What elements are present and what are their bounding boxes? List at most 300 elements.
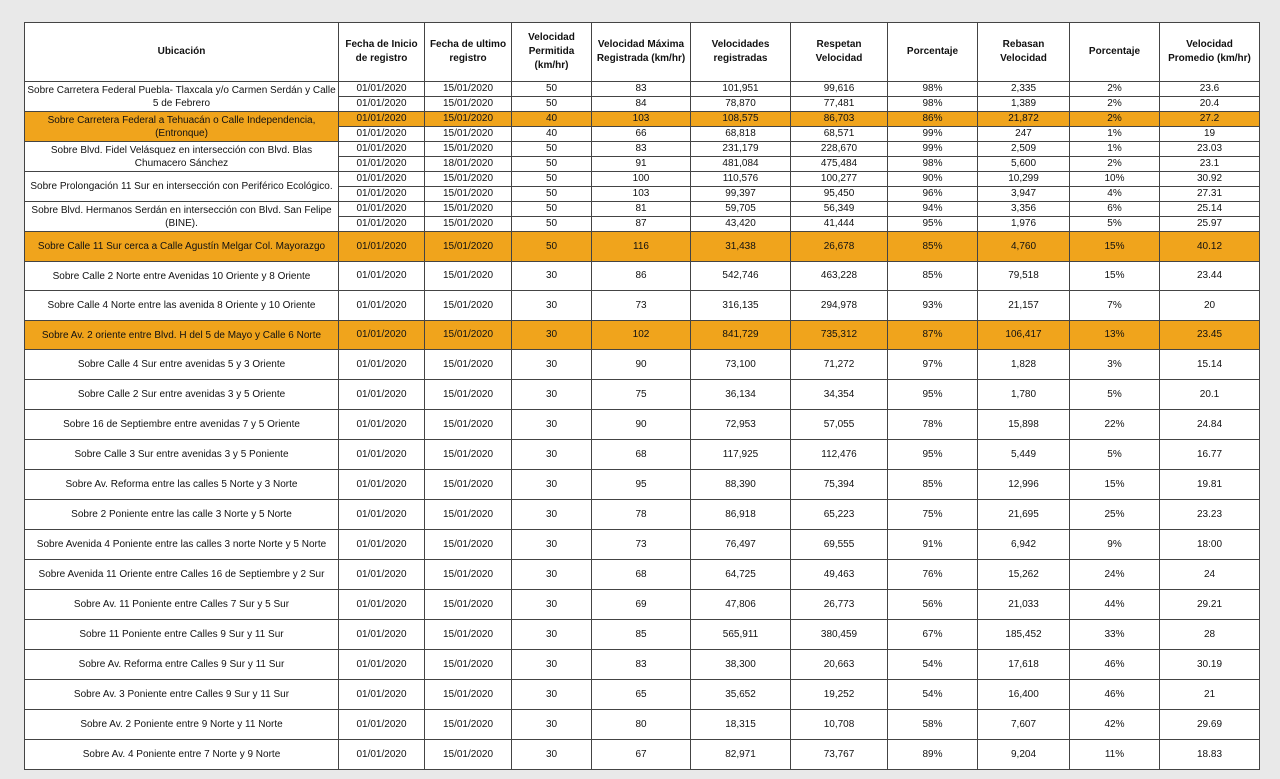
porcentaje-rebasan-cell: 2% [1070,82,1160,97]
fecha-ultimo-cell: 15/01/2020 [425,650,512,680]
porcentaje-respetan-cell: 89% [888,740,978,770]
fecha-ultimo-cell: 15/01/2020 [425,172,512,187]
velocidades-registradas-cell: 231,179 [691,142,791,157]
header-rebasan-velocidad: Rebasan Velocidad [978,23,1070,82]
fecha-ultimo-cell: 15/01/2020 [425,321,512,350]
velocidad-maxima-cell: 102 [592,321,691,350]
velocidad-promedio-cell: 20.4 [1160,97,1260,112]
header-velocidad-promedio: Velocidad Promedio (km/hr) [1160,23,1260,82]
fecha-ultimo-cell: 15/01/2020 [425,530,512,560]
porcentaje-rebasan-cell: 2% [1070,97,1160,112]
rebasan-velocidad-cell: 2,335 [978,82,1070,97]
velocidades-registradas-cell: 47,806 [691,590,791,620]
velocidad-permitida-cell: 30 [512,410,592,440]
porcentaje-rebasan-cell: 15% [1070,470,1160,500]
velocidades-registradas-cell: 43,420 [691,217,791,232]
porcentaje-respetan-cell: 58% [888,710,978,740]
speed-report-sheet [24,22,1259,763]
porcentaje-rebasan-cell: 15% [1070,232,1160,262]
fecha-ultimo-cell: 15/01/2020 [425,470,512,500]
porcentaje-respetan-cell: 85% [888,262,978,291]
rebasan-velocidad-cell: 5,600 [978,157,1070,172]
velocidades-registradas-cell: 101,951 [691,82,791,97]
velocidad-maxima-cell: 81 [592,202,691,217]
velocidad-permitida-cell: 30 [512,380,592,410]
table-row [25,740,1260,770]
velocidad-permitida-cell: 30 [512,650,592,680]
velocidad-maxima-cell: 68 [592,560,691,590]
location-cell: Sobre Av. 2 Poniente entre 9 Norte y 11 Norte [25,710,339,740]
velocidades-registradas-cell: 481,084 [691,157,791,172]
respetan-velocidad-cell: 735,312 [791,321,888,350]
fecha-inicio-cell: 01/01/2020 [339,740,425,770]
fecha-inicio-cell: 01/01/2020 [339,380,425,410]
porcentaje-respetan-cell: 93% [888,291,978,321]
velocidades-registradas-cell: 108,575 [691,112,791,127]
respetan-velocidad-cell: 26,773 [791,590,888,620]
rebasan-velocidad-cell: 106,417 [978,321,1070,350]
header-fecha-inicio: Fecha de Inicio de registro [339,23,425,82]
velocidad-maxima-cell: 73 [592,291,691,321]
header-velocidades-registradas: Velocidades registradas [691,23,791,82]
velocidad-promedio-cell: 20.1 [1160,380,1260,410]
velocidad-promedio-cell: 23.6 [1160,82,1260,97]
respetan-velocidad-cell: 99,616 [791,82,888,97]
table-row [25,82,1260,97]
porcentaje-respetan-cell: 98% [888,82,978,97]
location-cell: Sobre Blvd. Hermanos Serdán en intersección con Blvd. San Felipe (BINE). [25,202,339,232]
fecha-inicio-cell: 01/01/2020 [339,202,425,217]
fecha-ultimo-cell: 15/01/2020 [425,232,512,262]
velocidad-maxima-cell: 103 [592,187,691,202]
porcentaje-respetan-cell: 97% [888,350,978,380]
rebasan-velocidad-cell: 16,400 [978,680,1070,710]
fecha-inicio-cell: 01/01/2020 [339,97,425,112]
respetan-velocidad-cell: 75,394 [791,470,888,500]
header-fecha-ultimo: Fecha de ultimo registro [425,23,512,82]
porcentaje-respetan-cell: 85% [888,470,978,500]
porcentaje-rebasan-cell: 24% [1070,560,1160,590]
porcentaje-rebasan-cell: 11% [1070,740,1160,770]
table-row [25,321,1260,350]
fecha-inicio-cell: 01/01/2020 [339,232,425,262]
location-cell: Sobre Calle 2 Norte entre Avenidas 10 Oriente y 8 Oriente [25,262,339,291]
velocidad-promedio-cell: 30.19 [1160,650,1260,680]
respetan-velocidad-cell: 57,055 [791,410,888,440]
velocidad-maxima-cell: 83 [592,142,691,157]
velocidad-maxima-cell: 67 [592,740,691,770]
velocidad-permitida-cell: 50 [512,157,592,172]
fecha-inicio-cell: 01/01/2020 [339,410,425,440]
respetan-velocidad-cell: 73,767 [791,740,888,770]
porcentaje-rebasan-cell: 10% [1070,172,1160,187]
velocidad-promedio-cell: 18:00 [1160,530,1260,560]
location-cell: Sobre Prolongación 11 Sur en intersección con Periférico Ecológico. [25,172,339,202]
velocidad-permitida-cell: 30 [512,710,592,740]
velocidad-promedio-cell: 21 [1160,680,1260,710]
respetan-velocidad-cell: 41,444 [791,217,888,232]
header-ubicacion: Ubicación [25,23,339,82]
rebasan-velocidad-cell: 1,976 [978,217,1070,232]
respetan-velocidad-cell: 69,555 [791,530,888,560]
porcentaje-rebasan-cell: 13% [1070,321,1160,350]
fecha-inicio-cell: 01/01/2020 [339,187,425,202]
table-row [25,710,1260,740]
rebasan-velocidad-cell: 185,452 [978,620,1070,650]
porcentaje-rebasan-cell: 5% [1070,380,1160,410]
location-cell: Sobre Av. Reforma entre las calles 5 Norte y 3 Norte [25,470,339,500]
velocidad-permitida-cell: 30 [512,350,592,380]
location-cell: Sobre 2 Poniente entre las calle 3 Norte y 5 Norte [25,500,339,530]
velocidad-maxima-cell: 91 [592,157,691,172]
fecha-ultimo-cell: 15/01/2020 [425,350,512,380]
table-row [25,530,1260,560]
velocidades-registradas-cell: 99,397 [691,187,791,202]
velocidad-maxima-cell: 116 [592,232,691,262]
velocidades-registradas-cell: 110,576 [691,172,791,187]
location-cell: Sobre Calle 4 Sur entre avenidas 5 y 3 Oriente [25,350,339,380]
velocidades-registradas-cell: 76,497 [691,530,791,560]
velocidad-permitida-cell: 50 [512,97,592,112]
rebasan-velocidad-cell: 4,760 [978,232,1070,262]
velocidad-maxima-cell: 83 [592,82,691,97]
velocidad-maxima-cell: 90 [592,350,691,380]
fecha-inicio-cell: 01/01/2020 [339,142,425,157]
fecha-ultimo-cell: 15/01/2020 [425,500,512,530]
velocidad-promedio-cell: 25.14 [1160,202,1260,217]
velocidad-maxima-cell: 80 [592,710,691,740]
fecha-ultimo-cell: 15/01/2020 [425,262,512,291]
velocidad-permitida-cell: 30 [512,530,592,560]
location-cell: Sobre Av. 4 Poniente entre 7 Norte y 9 Norte [25,740,339,770]
velocidad-permitida-cell: 50 [512,142,592,157]
rebasan-velocidad-cell: 3,947 [978,187,1070,202]
porcentaje-respetan-cell: 86% [888,112,978,127]
velocidad-promedio-cell: 27.2 [1160,112,1260,127]
location-cell: Sobre 11 Poniente entre Calles 9 Sur y 11 Sur [25,620,339,650]
rebasan-velocidad-cell: 10,299 [978,172,1070,187]
velocidad-promedio-cell: 20 [1160,291,1260,321]
respetan-velocidad-cell: 19,252 [791,680,888,710]
fecha-inicio-cell: 01/01/2020 [339,217,425,232]
respetan-velocidad-cell: 228,670 [791,142,888,157]
header-porcentaje-respetan: Porcentaje [888,23,978,82]
velocidad-promedio-cell: 30.92 [1160,172,1260,187]
fecha-inicio-cell: 01/01/2020 [339,530,425,560]
location-cell: Sobre Av. 2 oriente entre Blvd. H del 5 de Mayo y Calle 6 Norte [25,321,339,350]
location-cell: Sobre Calle 3 Sur entre avenidas 3 y 5 Poniente [25,440,339,470]
location-cell: Sobre Calle 11 Sur cerca a Calle Agustín Melgar Col. Mayorazgo [25,232,339,262]
rebasan-velocidad-cell: 2,509 [978,142,1070,157]
location-cell: Sobre Calle 2 Sur entre avenidas 3 y 5 Oriente [25,380,339,410]
table-row [25,172,1260,187]
velocidad-maxima-cell: 75 [592,380,691,410]
fecha-ultimo-cell: 15/01/2020 [425,187,512,202]
fecha-inicio-cell: 01/01/2020 [339,157,425,172]
fecha-ultimo-cell: 18/01/2020 [425,157,512,172]
velocidad-permitida-cell: 50 [512,172,592,187]
respetan-velocidad-cell: 49,463 [791,560,888,590]
respetan-velocidad-cell: 294,978 [791,291,888,321]
location-cell: Sobre Calle 4 Norte entre las avenida 8 Oriente y 10 Oriente [25,291,339,321]
respetan-velocidad-cell: 380,459 [791,620,888,650]
velocidad-permitida-cell: 40 [512,127,592,142]
fecha-ultimo-cell: 15/01/2020 [425,142,512,157]
respetan-velocidad-cell: 86,703 [791,112,888,127]
table-row [25,470,1260,500]
fecha-ultimo-cell: 15/01/2020 [425,380,512,410]
velocidad-promedio-cell: 28 [1160,620,1260,650]
fecha-inicio-cell: 01/01/2020 [339,470,425,500]
velocidad-promedio-cell: 23.44 [1160,262,1260,291]
rebasan-velocidad-cell: 9,204 [978,740,1070,770]
fecha-inicio-cell: 01/01/2020 [339,321,425,350]
velocidad-permitida-cell: 30 [512,680,592,710]
table-row [25,680,1260,710]
velocidad-permitida-cell: 30 [512,470,592,500]
table-row [25,500,1260,530]
porcentaje-respetan-cell: 54% [888,680,978,710]
location-cell: Sobre Avenida 4 Poniente entre las calles 3 norte Norte y 5 Norte [25,530,339,560]
fecha-ultimo-cell: 15/01/2020 [425,680,512,710]
velocidad-permitida-cell: 30 [512,620,592,650]
rebasan-velocidad-cell: 1,389 [978,97,1070,112]
velocidad-promedio-cell: 29.69 [1160,710,1260,740]
fecha-inicio-cell: 01/01/2020 [339,127,425,142]
velocidad-promedio-cell: 23.03 [1160,142,1260,157]
velocidad-permitida-cell: 30 [512,740,592,770]
porcentaje-respetan-cell: 95% [888,440,978,470]
porcentaje-respetan-cell: 90% [888,172,978,187]
header-row [25,23,1260,82]
table-row [25,620,1260,650]
velocidad-permitida-cell: 30 [512,321,592,350]
velocidad-maxima-cell: 65 [592,680,691,710]
porcentaje-rebasan-cell: 2% [1070,157,1160,172]
header-velocidad-maxima: Velocidad Máxima Registrada (km/hr) [592,23,691,82]
porcentaje-respetan-cell: 54% [888,650,978,680]
velocidades-registradas-cell: 117,925 [691,440,791,470]
velocidad-maxima-cell: 100 [592,172,691,187]
fecha-inicio-cell: 01/01/2020 [339,590,425,620]
rebasan-velocidad-cell: 21,695 [978,500,1070,530]
porcentaje-rebasan-cell: 46% [1070,680,1160,710]
velocidades-registradas-cell: 73,100 [691,350,791,380]
velocidad-maxima-cell: 103 [592,112,691,127]
velocidad-permitida-cell: 30 [512,590,592,620]
porcentaje-respetan-cell: 94% [888,202,978,217]
porcentaje-rebasan-cell: 1% [1070,127,1160,142]
velocidades-registradas-cell: 82,971 [691,740,791,770]
respetan-velocidad-cell: 112,476 [791,440,888,470]
velocidades-registradas-cell: 542,746 [691,262,791,291]
velocidad-maxima-cell: 78 [592,500,691,530]
rebasan-velocidad-cell: 3,356 [978,202,1070,217]
porcentaje-respetan-cell: 98% [888,157,978,172]
location-cell: Sobre Carretera Federal Puebla- Tlaxcala y/o Carmen Serdán y Calle 5 de Febrero [25,82,339,112]
velocidades-registradas-cell: 36,134 [691,380,791,410]
velocidades-registradas-cell: 59,705 [691,202,791,217]
porcentaje-respetan-cell: 76% [888,560,978,590]
velocidades-registradas-cell: 38,300 [691,650,791,680]
fecha-ultimo-cell: 15/01/2020 [425,620,512,650]
velocidad-maxima-cell: 83 [592,650,691,680]
porcentaje-rebasan-cell: 44% [1070,590,1160,620]
respetan-velocidad-cell: 65,223 [791,500,888,530]
velocidad-permitida-cell: 50 [512,82,592,97]
rebasan-velocidad-cell: 21,872 [978,112,1070,127]
table-row [25,590,1260,620]
fecha-inicio-cell: 01/01/2020 [339,112,425,127]
porcentaje-respetan-cell: 87% [888,321,978,350]
fecha-inicio-cell: 01/01/2020 [339,650,425,680]
fecha-inicio-cell: 01/01/2020 [339,710,425,740]
rebasan-velocidad-cell: 1,780 [978,380,1070,410]
velocidad-promedio-cell: 24 [1160,560,1260,590]
fecha-inicio-cell: 01/01/2020 [339,82,425,97]
velocidades-registradas-cell: 565,911 [691,620,791,650]
respetan-velocidad-cell: 77,481 [791,97,888,112]
porcentaje-respetan-cell: 67% [888,620,978,650]
location-cell: Sobre Av. Reforma entre Calles 9 Sur y 11 Sur [25,650,339,680]
velocidad-promedio-cell: 19 [1160,127,1260,142]
fecha-ultimo-cell: 15/01/2020 [425,440,512,470]
table-row [25,291,1260,321]
fecha-inicio-cell: 01/01/2020 [339,440,425,470]
porcentaje-rebasan-cell: 25% [1070,500,1160,530]
respetan-velocidad-cell: 475,484 [791,157,888,172]
location-cell: Sobre 16 de Septiembre entre avenidas 7 y 5 Oriente [25,410,339,440]
velocidades-registradas-cell: 841,729 [691,321,791,350]
table-row [25,410,1260,440]
porcentaje-rebasan-cell: 3% [1070,350,1160,380]
velocidad-maxima-cell: 85 [592,620,691,650]
table-row [25,232,1260,262]
table-row [25,350,1260,380]
velocidades-registradas-cell: 88,390 [691,470,791,500]
porcentaje-respetan-cell: 95% [888,380,978,410]
velocidad-promedio-cell: 24.84 [1160,410,1260,440]
porcentaje-rebasan-cell: 33% [1070,620,1160,650]
location-cell: Sobre Avenida 11 Oriente entre Calles 16 de Septiembre y 2 Sur [25,560,339,590]
speed-table [24,22,1260,770]
velocidad-maxima-cell: 66 [592,127,691,142]
velocidad-permitida-cell: 30 [512,560,592,590]
rebasan-velocidad-cell: 6,942 [978,530,1070,560]
fecha-inicio-cell: 01/01/2020 [339,262,425,291]
velocidad-permitida-cell: 50 [512,187,592,202]
table-row [25,202,1260,217]
velocidad-promedio-cell: 16.77 [1160,440,1260,470]
velocidad-maxima-cell: 86 [592,262,691,291]
fecha-inicio-cell: 01/01/2020 [339,291,425,321]
rebasan-velocidad-cell: 15,262 [978,560,1070,590]
rebasan-velocidad-cell: 12,996 [978,470,1070,500]
velocidad-maxima-cell: 84 [592,97,691,112]
respetan-velocidad-cell: 26,678 [791,232,888,262]
fecha-inicio-cell: 01/01/2020 [339,172,425,187]
fecha-ultimo-cell: 15/01/2020 [425,590,512,620]
fecha-ultimo-cell: 15/01/2020 [425,410,512,440]
velocidad-maxima-cell: 69 [592,590,691,620]
porcentaje-rebasan-cell: 22% [1070,410,1160,440]
rebasan-velocidad-cell: 15,898 [978,410,1070,440]
rebasan-velocidad-cell: 5,449 [978,440,1070,470]
location-cell: Sobre Av. 11 Poniente entre Calles 7 Sur y 5 Sur [25,590,339,620]
table-row [25,440,1260,470]
porcentaje-rebasan-cell: 7% [1070,291,1160,321]
porcentaje-respetan-cell: 75% [888,500,978,530]
velocidad-maxima-cell: 68 [592,440,691,470]
porcentaje-respetan-cell: 96% [888,187,978,202]
header-respetan-velocidad: Respetan Velocidad [791,23,888,82]
velocidad-promedio-cell: 19.81 [1160,470,1260,500]
velocidad-permitida-cell: 30 [512,440,592,470]
respetan-velocidad-cell: 463,228 [791,262,888,291]
porcentaje-rebasan-cell: 4% [1070,187,1160,202]
fecha-ultimo-cell: 15/01/2020 [425,82,512,97]
velocidad-permitida-cell: 50 [512,217,592,232]
velocidad-promedio-cell: 40.12 [1160,232,1260,262]
fecha-inicio-cell: 01/01/2020 [339,560,425,590]
velocidad-promedio-cell: 25.97 [1160,217,1260,232]
velocidades-registradas-cell: 35,652 [691,680,791,710]
rebasan-velocidad-cell: 247 [978,127,1070,142]
velocidades-registradas-cell: 68,818 [691,127,791,142]
fecha-ultimo-cell: 15/01/2020 [425,112,512,127]
velocidades-registradas-cell: 86,918 [691,500,791,530]
velocidad-maxima-cell: 95 [592,470,691,500]
porcentaje-rebasan-cell: 1% [1070,142,1160,157]
porcentaje-rebasan-cell: 46% [1070,650,1160,680]
fecha-inicio-cell: 01/01/2020 [339,350,425,380]
porcentaje-respetan-cell: 99% [888,142,978,157]
fecha-ultimo-cell: 15/01/2020 [425,560,512,590]
rebasan-velocidad-cell: 79,518 [978,262,1070,291]
velocidad-maxima-cell: 90 [592,410,691,440]
porcentaje-respetan-cell: 95% [888,217,978,232]
velocidades-registradas-cell: 18,315 [691,710,791,740]
fecha-ultimo-cell: 15/01/2020 [425,710,512,740]
porcentaje-respetan-cell: 98% [888,97,978,112]
porcentaje-respetan-cell: 85% [888,232,978,262]
rebasan-velocidad-cell: 7,607 [978,710,1070,740]
rebasan-velocidad-cell: 1,828 [978,350,1070,380]
porcentaje-rebasan-cell: 2% [1070,112,1160,127]
velocidad-promedio-cell: 23.45 [1160,321,1260,350]
porcentaje-rebasan-cell: 9% [1070,530,1160,560]
porcentaje-respetan-cell: 56% [888,590,978,620]
porcentaje-rebasan-cell: 6% [1070,202,1160,217]
fecha-ultimo-cell: 15/01/2020 [425,202,512,217]
velocidades-registradas-cell: 316,135 [691,291,791,321]
velocidad-promedio-cell: 18.83 [1160,740,1260,770]
fecha-inicio-cell: 01/01/2020 [339,620,425,650]
header-velocidad-permitida: Velocidad Permitida (km/hr) [512,23,592,82]
location-cell: Sobre Carretera Federal a Tehuacán o Calle Independencia, (Entronque) [25,112,339,142]
velocidad-permitida-cell: 30 [512,291,592,321]
velocidad-maxima-cell: 87 [592,217,691,232]
fecha-inicio-cell: 01/01/2020 [339,680,425,710]
velocidades-registradas-cell: 64,725 [691,560,791,590]
velocidad-permitida-cell: 30 [512,262,592,291]
table-row [25,112,1260,127]
velocidad-promedio-cell: 23.1 [1160,157,1260,172]
rebasan-velocidad-cell: 17,618 [978,650,1070,680]
location-cell: Sobre Blvd. Fidel Velásquez en intersección con Blvd. Blas Chumacero Sánchez [25,142,339,172]
porcentaje-rebasan-cell: 15% [1070,262,1160,291]
porcentaje-respetan-cell: 78% [888,410,978,440]
